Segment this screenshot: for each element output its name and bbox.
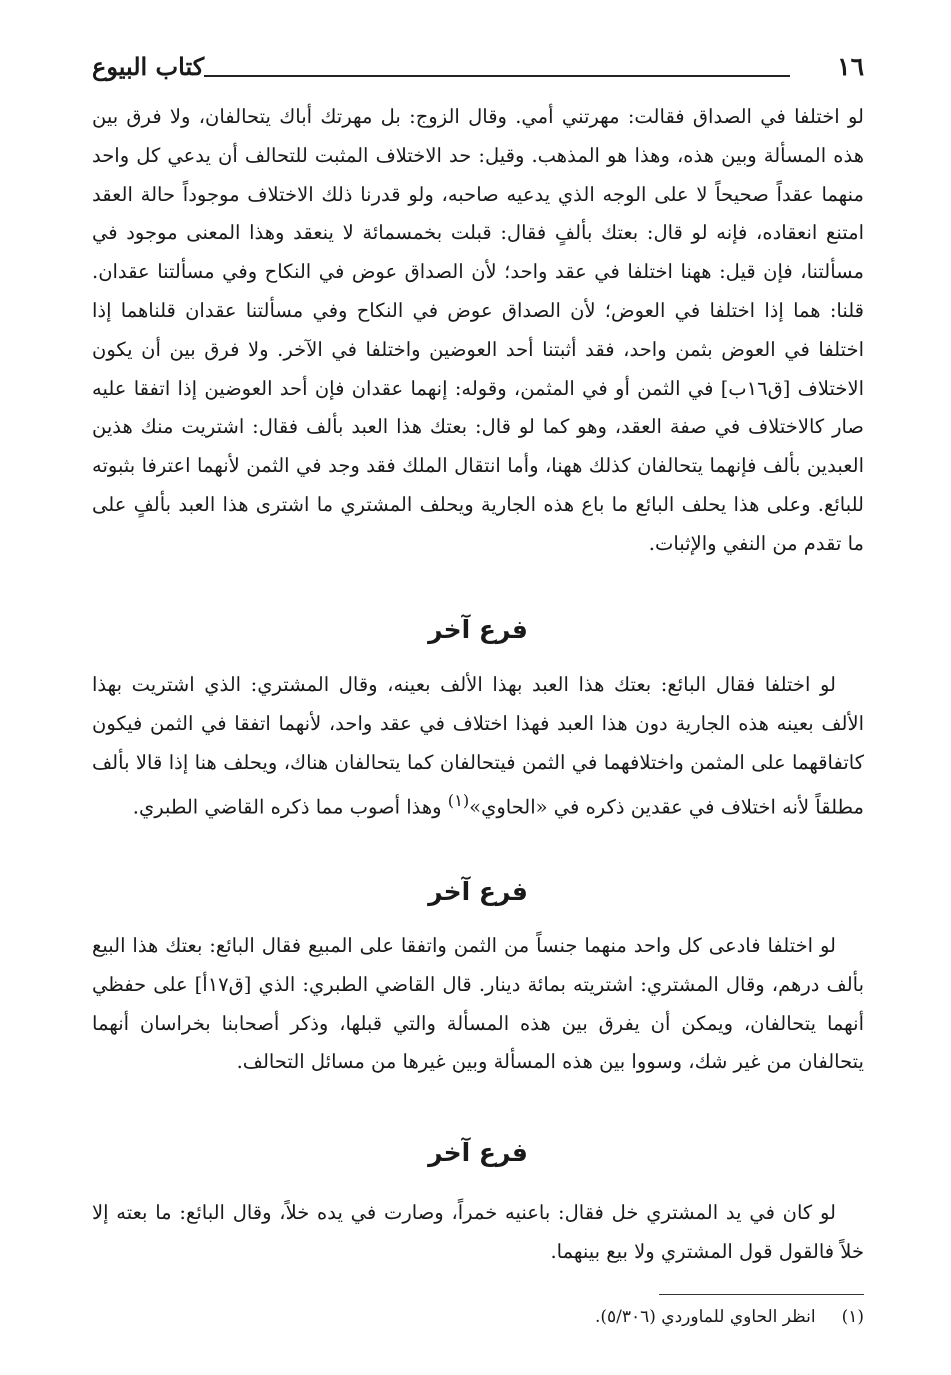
footnote-reference[interactable]: (١)	[447, 791, 470, 811]
footnote	[92, 1302, 864, 1332]
header-rule	[204, 75, 790, 77]
page-number: ١٦	[837, 52, 864, 81]
section-heading: فرع آخر	[428, 615, 528, 644]
body-paragraph	[92, 98, 864, 564]
footnote-text: انظر الحاوي للماوردي (٥/٣٠٦).	[594, 1307, 816, 1327]
book-title: كتاب البيوع	[92, 52, 205, 81]
paragraph-text: لو كان في يد المشتري خل فقال: باعنيه خمراً، وصارت في يده خلاً، وقال البائع: ما بعته إلا خلاً فالقول قول المشتري ولا بيع بينهما.	[92, 1201, 864, 1263]
paragraph-text: لو اختلفا فادعى كل واحد منهما جنساً من الثمن واتفقا على المبيع فقال البائع: بعتك هذا البيع بألف درهم، وقال المشتري: اشتريته بمائة دينار. قال القاضي الطبري: الذي [ق١٧أ] على حفظي أنهما يتحالفان، ويمكن أن يفرق بين هذه المسألة والتي قبلها، وذكر أصحابنا بخراسان أنهما يتحالفان من غير شك، وسووا بين هذه المسألة وبين غيرها من مسائل التحالف.	[92, 934, 865, 1074]
section-heading: فرع آخر	[428, 1138, 528, 1167]
paragraph-text: لو اختلفا في الصداق فقالت: مهرتني أمي. وقال الزوج: بل مهرتك أباك يتحالفان، ولا فرق بين هذه المسألة وبين هذه، وهذا هو المذهب. وقيل: حد الاختلاف المثبت للتحالف أن يدعي كل واحد منهما عقداً صحيحاً لا على الوجه الذي يدعيه صاحبه، ولو قدرنا ذلك الاختلاف موجوداً حالة العقد امتنع انعقاده، فإنه لو قال: بعتك بألفٍ فقال: قبلت بخمسمائة لا ينعقد وهذا المعنى موجود في مسألتنا، فإن قيل: ههنا اختلفا في عقد واحد؛ لأن الصداق عوض في النكاح وفي مسألتنا عقدان. قلنا: هما إذا اختلفا في العوض؛ لأن الصداق عوض في النكاح وفي مسألتنا عقدان قلناهما إذا اختلفا في العوض بثمن واحد، فقد أثبتنا أحد العوضين واختلفا في الآخر. ولا فرق بين أن يكون الاختلاف [ق١٦ب] في الثمن أو في المثمن، وقوله: إنهما عقدان فإن أحد العوضين إذا اتفقا عليه صار كالاختلاف في صفة العقد، وهو كما لو قال: بعتك هذا العبد بألف فقال: اشتريت منك هذين العبدين بألف فإنهما يتحالفان كذلك ههنا، وأما انتقال الملك فقد وجد في الثمن لأنهما اعترفا بثبوته للبائع. وعلى هذا يحلف البائع ما باع هذه الجارية ويحلف المشتري ما اشترى هذا العبد بألفٍ على ما تقدم من النفي والإثبات.	[92, 105, 864, 555]
section-heading: فرع آخر	[428, 877, 528, 906]
footnote-marker: (١)	[841, 1307, 864, 1327]
body-paragraph	[92, 1194, 864, 1272]
footnote-rule	[659, 1294, 864, 1295]
body-paragraph	[92, 666, 864, 828]
body-paragraph	[92, 927, 864, 1082]
paragraph-with-footnote	[92, 666, 864, 828]
paragraph-text: لو اختلفا فقال البائع: بعتك هذا العبد بهذا الألف بعينه، وقال المشتري: الذي اشتريت بهذا الألف بعينه هذه الجارية دون هذا العبد فهذا اختلاف في عقد واحد، لأنهما اتفقا في الثمن فيكون كاتفاقهما على المثمن واختلافهما في الثمن فيتحالفان كما يتحالفان هناك، ويحلف هنا إذا قالا بألف مطلقاً لأنه اختلاف في عقدين ذكره في «الحاوي»	[92, 673, 864, 819]
paragraph-text: وهذا أصوب مما ذكره القاضي الطبري.	[132, 795, 448, 819]
running-header	[92, 50, 864, 94]
